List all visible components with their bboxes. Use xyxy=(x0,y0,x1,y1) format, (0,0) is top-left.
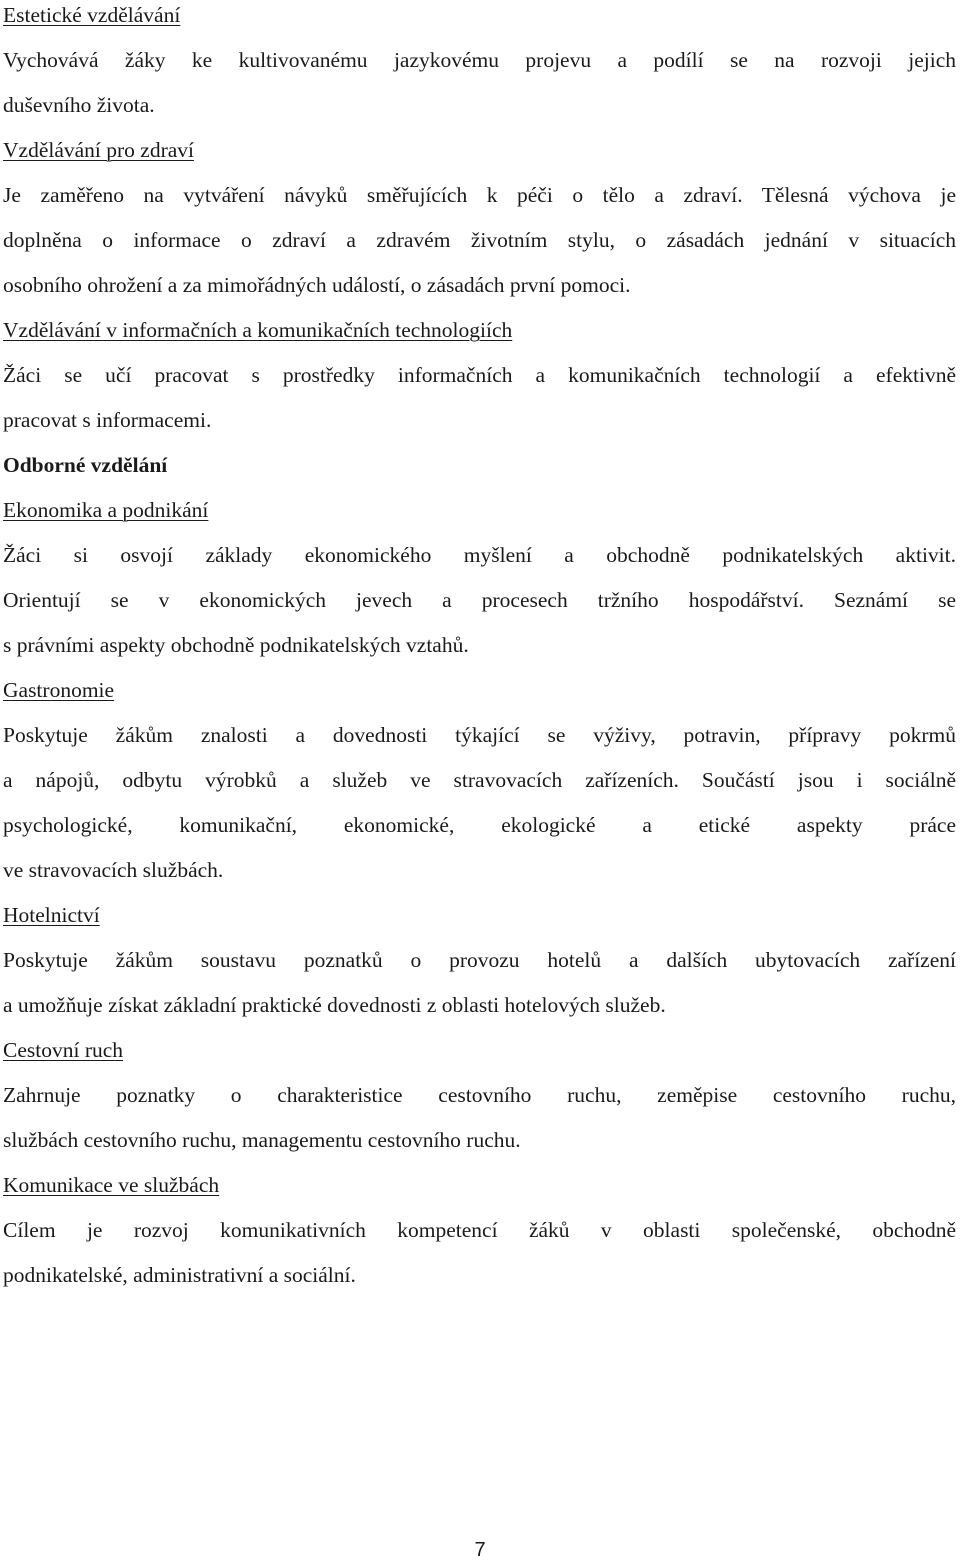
section-heading-communication: Komunikace ve službách xyxy=(3,1173,220,1197)
paragraph-line: doplněna o informace o zdraví a zdravém životním stylu, o zásadách jednání v situacích xyxy=(3,228,956,252)
section-heading-health: Vzdělávání pro zdraví xyxy=(3,138,195,162)
section-heading-gastronomy: Gastronomie xyxy=(3,678,115,702)
paragraph-line: a umožňuje získat základní praktické dovednosti z oblasti hotelových služeb. xyxy=(3,993,666,1017)
paragraph-line: Žáci si osvojí základy ekonomického myšlení a obchodně podnikatelských aktivit. xyxy=(3,543,956,567)
paragraph-line: Poskytuje žákům znalosti a dovednosti týkající se výživy, potravin, přípravy pokrmů xyxy=(3,723,956,747)
paragraph-line: a nápojů, odbytu výrobků a služeb ve stravovacích zařízeních. Součástí jsou i sociálně xyxy=(3,768,956,792)
paragraph-line: Žáci se učí pracovat s prostředky informačních a komunikačních technologií a efektivně xyxy=(3,363,956,387)
paragraph-line: osobního ohrožení a za mimořádných událostí, o zásadách první pomoci. xyxy=(3,273,631,297)
paragraph-line: Poskytuje žákům soustavu poznatků o provozu hotelů a dalších ubytovacích zařízení xyxy=(3,948,956,972)
paragraph-line: Cílem je rozvoj komunikativních kompetencí žáků v oblasti společenské, obchodně xyxy=(3,1218,956,1242)
paragraph-line: Orientují se v ekonomických jevech a procesech tržního hospodářství. Seznámí se xyxy=(3,588,956,612)
paragraph-line: duševního života. xyxy=(3,93,155,117)
paragraph-line: s právními aspekty obchodně podnikatelských vztahů. xyxy=(3,633,469,657)
document-page xyxy=(3,0,956,1298)
paragraph-line: službách cestovního ruchu, managementu cestovního ruchu. xyxy=(3,1128,521,1152)
section-heading-tourism: Cestovní ruch xyxy=(3,1038,124,1062)
page-number: 7 xyxy=(474,1539,486,1561)
section-heading-hotel: Hotelnictví xyxy=(3,903,100,927)
paragraph-line: pracovat s informacemi. xyxy=(3,408,212,432)
paragraph-line: ve stravovacích službách. xyxy=(3,858,224,882)
paragraph-line: psychologické, komunikační, ekonomické, ekologické a etické aspekty práce xyxy=(3,813,956,837)
section-heading-estetic: Estetické vzdělávání xyxy=(3,3,181,27)
section-heading-professional: Odborné vzdělání xyxy=(3,453,168,477)
paragraph-line: Zahrnuje poznatky o charakteristice cestovního ruchu, zeměpise cestovního ruchu, xyxy=(3,1083,956,1107)
paragraph-line: Vychovává žáky ke kultivovanému jazykovému projevu a podílí se na rozvoji jejich xyxy=(3,48,956,72)
paragraph-line: Je zaměřeno na vytváření návyků směřujících k péči o tělo a zdraví. Tělesná výchova je xyxy=(3,183,956,207)
paragraph-line: podnikatelské, administrativní a sociální. xyxy=(3,1263,356,1287)
section-heading-ict: Vzdělávání v informačních a komunikačních technologiích xyxy=(3,318,513,342)
section-heading-economics: Ekonomika a podnikání xyxy=(3,498,209,522)
